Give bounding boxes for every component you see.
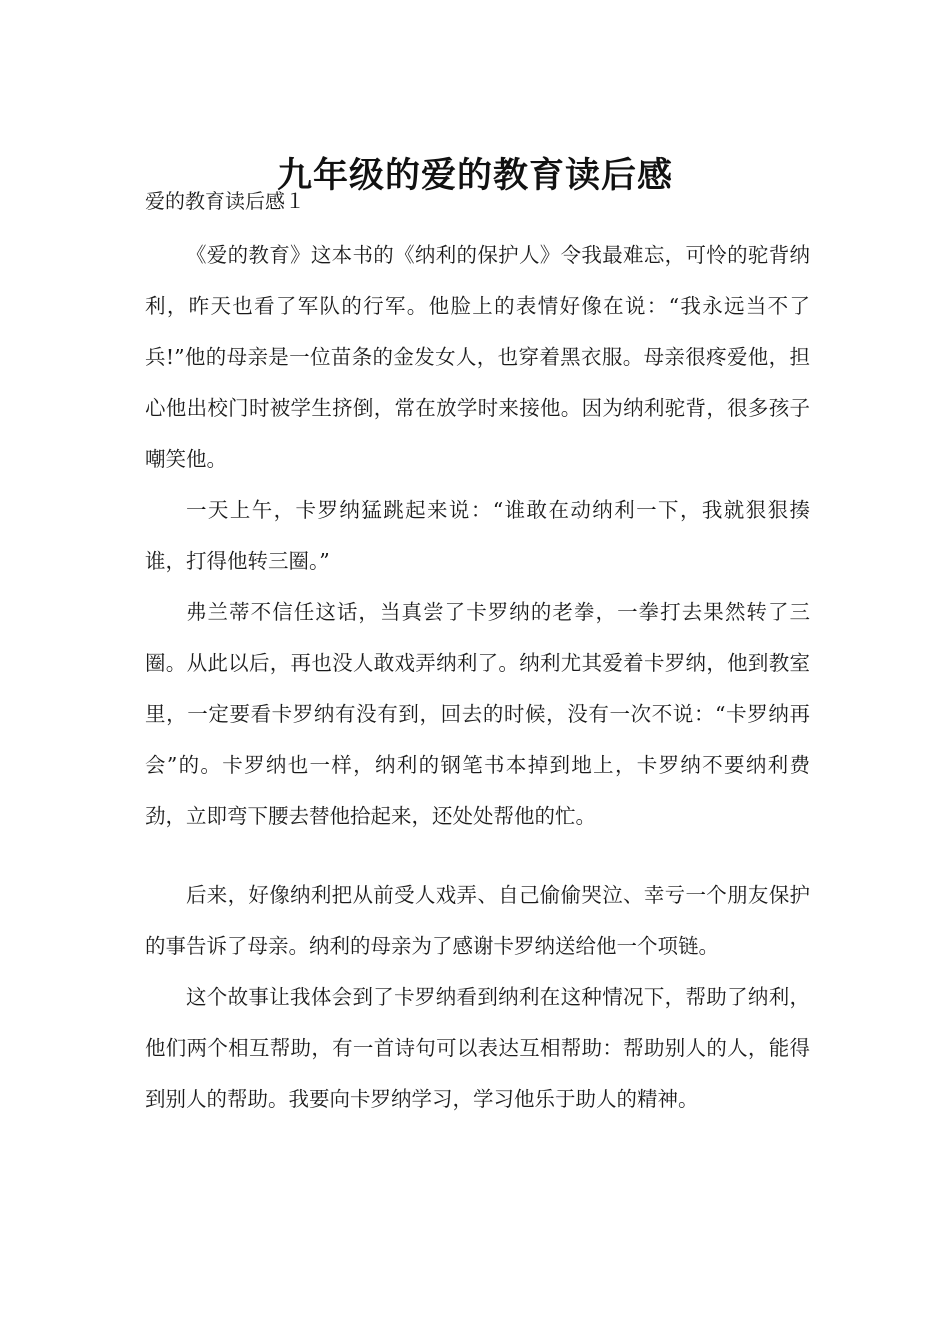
paragraph: 一天上午，卡罗纳猛跳起来说：“谁敢在动纳利一下，我就狠狠揍谁，打得他转三圈。” [145, 498, 810, 573]
body-text-block [145, 870, 810, 1125]
paragraph: 《爱的教育》这本书的《纳利的保护人》令我最难忘，可怜的驼背纳利，昨天也看了军队的行军。他脸上的表情好像在说：“我永远当不了兵!”他的母亲是一位苗条的金发女人，也穿着黑衣服。母亲很疼爱他，担心他出校门时被学生挤倒，常在放学时来接他。因为纳利驼背，很多孩子嘲笑他。 [145, 243, 810, 471]
body-text-block [145, 230, 810, 842]
section-heading: 爱的教育读后感１ [145, 189, 305, 213]
paragraph: 弗兰蒂不信任这话，当真尝了卡罗纳的老拳，一拳打去果然转了三圈。从此以后，再也没人敢戏弄纳利了。纳利尤其爱着卡罗纳，他到教室里，一定要看卡罗纳有没有到，回去的时候，没有一次不说：“卡罗纳再会”的。卡罗纳也一样，纳利的钢笔书本掉到地上，卡罗纳不要纳利费劲，立即弯下腰去替他拾起来，还处处帮他的忙。 [145, 600, 810, 828]
paragraph: 这个故事让我体会到了卡罗纳看到纳利在这种情况下，帮助了纳利，他们两个相互帮助，有一首诗句可以表达互相帮助：帮助别人的人，能得到别人的帮助。我要向卡罗纳学习，学习他乐于助人的精神。 [145, 985, 810, 1111]
document-title: 九年级的爱的教育读后感 [276, 156, 673, 197]
paragraph: 后来，好像纳利把从前受人戏弄、自己偷偷哭泣、幸亏一个朋友保护的事告诉了母亲。纳利的母亲为了感谢卡罗纳送给他一个项链。 [145, 883, 810, 958]
